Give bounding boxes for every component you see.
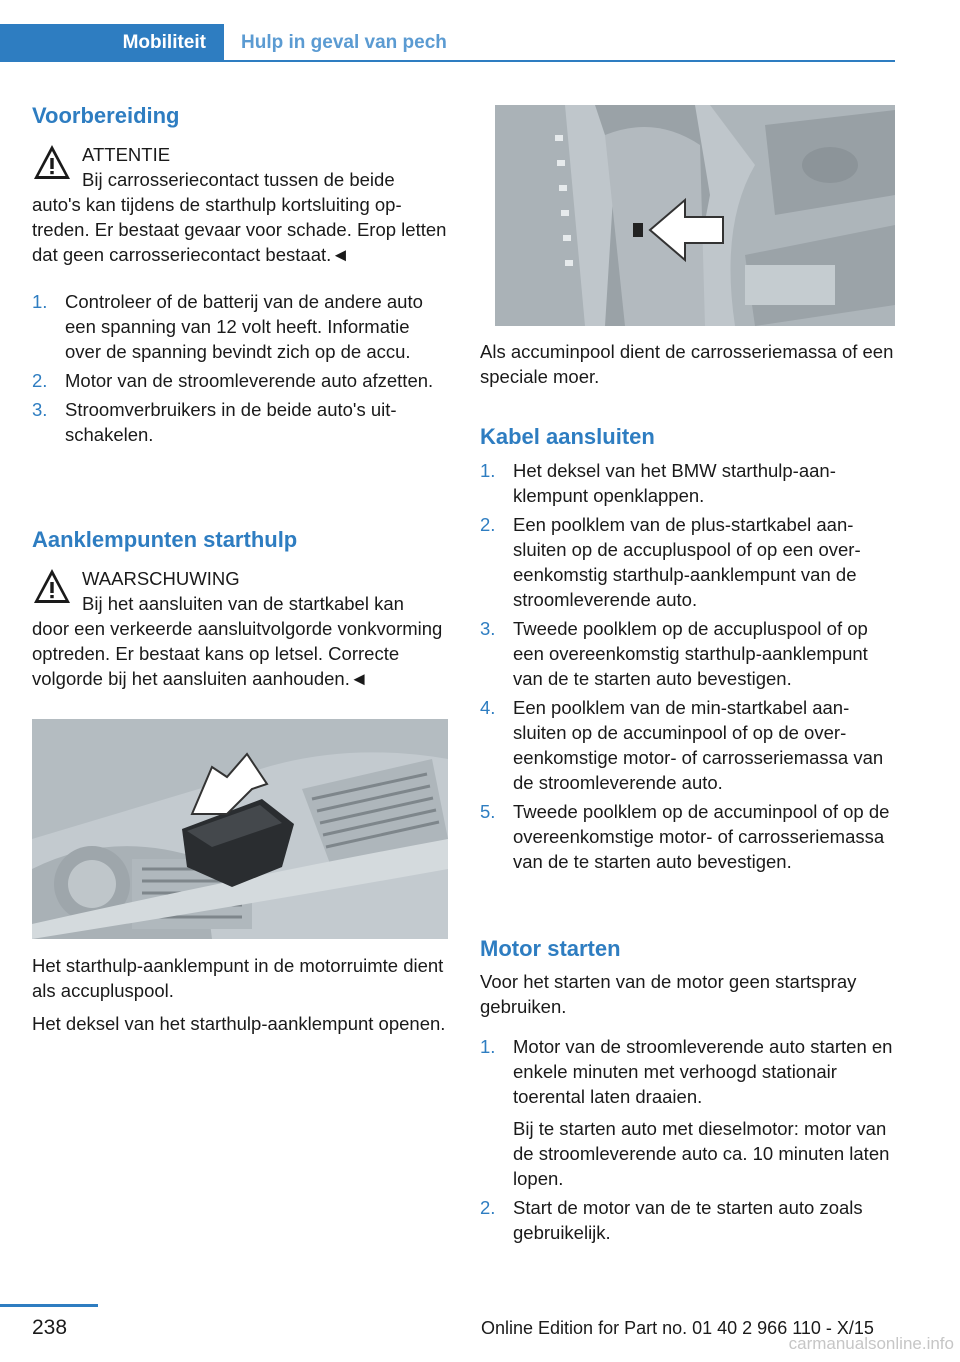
caption-minus-terminal: Als accuminpool dient de carrosseriemassa of een speciale moer.	[480, 341, 894, 387]
heading-motor-starten: Motor starten	[480, 936, 621, 961]
heading-kabel-aansluiten: Kabel aansluiten	[480, 424, 655, 449]
warning-label: WAARSCHUWING	[82, 568, 240, 589]
caption-plus-terminal: Het starthulp-aanklempunt in de motorruimte dient als accupluspool.	[32, 955, 444, 1001]
section-label: Mobiliteit	[122, 32, 206, 53]
list-item: 3. Tweede poolklem op de accupluspool of op een overeenkomstig starthulp-aanklempunt van de te starten auto bevestigen.	[480, 618, 868, 689]
list-item: 2. Een poolklem van de plus-startkabel aansluiten op de accupluspool of op een overeenkomstig starthulp-aanklempunt van de stroomleverende auto.	[480, 514, 861, 610]
preparation-steps	[32, 289, 448, 451]
subsection-tab[interactable]	[224, 24, 895, 62]
watermark: carmanualsonline.info	[788, 1334, 954, 1353]
subsection-label: Hulp in geval van pech	[241, 32, 447, 53]
motor-intro: Voor het starten van de motor geen startspray gebruiken.	[480, 971, 857, 1017]
warning-label: ATTENTIE	[82, 144, 171, 165]
list-item: 1. Controleer of de batterij van de andere auto een spanning van 12 volt heeft. Informatie over de spanning bevindt zich op de accu.	[32, 291, 423, 362]
warning-text: door een verkeerde aansluitvolgorde vonkvorming optreden. Er bestaat kans op letsel. Correcte volgorde bij het aansluiten aanhouden.◄	[32, 618, 443, 689]
list-item: 2. Start de motor van de te starten auto zoals gebruikelijk.	[480, 1197, 863, 1243]
list-item: 1. Het deksel van het BMW starthulp-aanklempunt openklappen.	[480, 460, 836, 506]
start-steps	[480, 1034, 896, 1249]
list-item: 1. Motor van de stroomleverende auto starten en enkele minuten met verhoogd stationair toerental laten draaien. Bij te starten auto met dieselmotor: motor van de stroomleverende auto ca. 10 minuten laten lopen.	[480, 1036, 893, 1189]
engine-bay-photo-jumpstart-terminal	[32, 719, 448, 939]
warning-text: auto's kan tijdens de starthulp kortsluiting optreden. Er bestaat gevaar voor schade. Erop letten dat geen carrosseriecontact bestaat.◄	[32, 194, 447, 265]
list-item: 5. Tweede poolklem op de accuminpool of op de overeenkomstige motor- of carrosseriemassa van de te starten auto bevestigen.	[480, 801, 890, 872]
warning-attentie	[32, 142, 448, 267]
cable-steps	[480, 458, 896, 878]
list-item: 4. Een poolklem van de min-startkabel aansluiten op de accuminpool of op de overeenkomstige motor- of carrosseriemassa van de stroomleverende auto.	[480, 697, 884, 793]
caption-open-cover: Het deksel van het starthulp-aanklempunt openen.	[32, 1013, 446, 1034]
engine-bay-photo-ground-point	[495, 105, 895, 326]
footer-accent-bar	[0, 1304, 98, 1307]
heading-voorbereiding: Voorbereiding	[32, 103, 180, 128]
heading-aanklempunten: Aanklempunten starthulp	[32, 527, 298, 552]
list-item: 2. Motor van de stroomleverende auto afzetten.	[32, 370, 434, 391]
page-header	[0, 24, 895, 62]
section-tab[interactable]	[0, 24, 224, 62]
warning-text-first: Bij het aansluiten van de startkabel kan	[82, 593, 404, 614]
edition-info: Online Edition for Part no. 01 40 2 966 110 - X/15	[481, 1318, 874, 1338]
warning-icon	[32, 142, 72, 182]
warning-text-first: Bij carrosseriecontact tussen de beide	[82, 169, 395, 190]
page-number: 238	[32, 1316, 68, 1339]
warning-waarschuwing	[32, 566, 448, 691]
list-item: 3. Stroomverbruikers in de beide auto's uitschakelen.	[32, 399, 397, 445]
warning-icon	[32, 566, 72, 606]
